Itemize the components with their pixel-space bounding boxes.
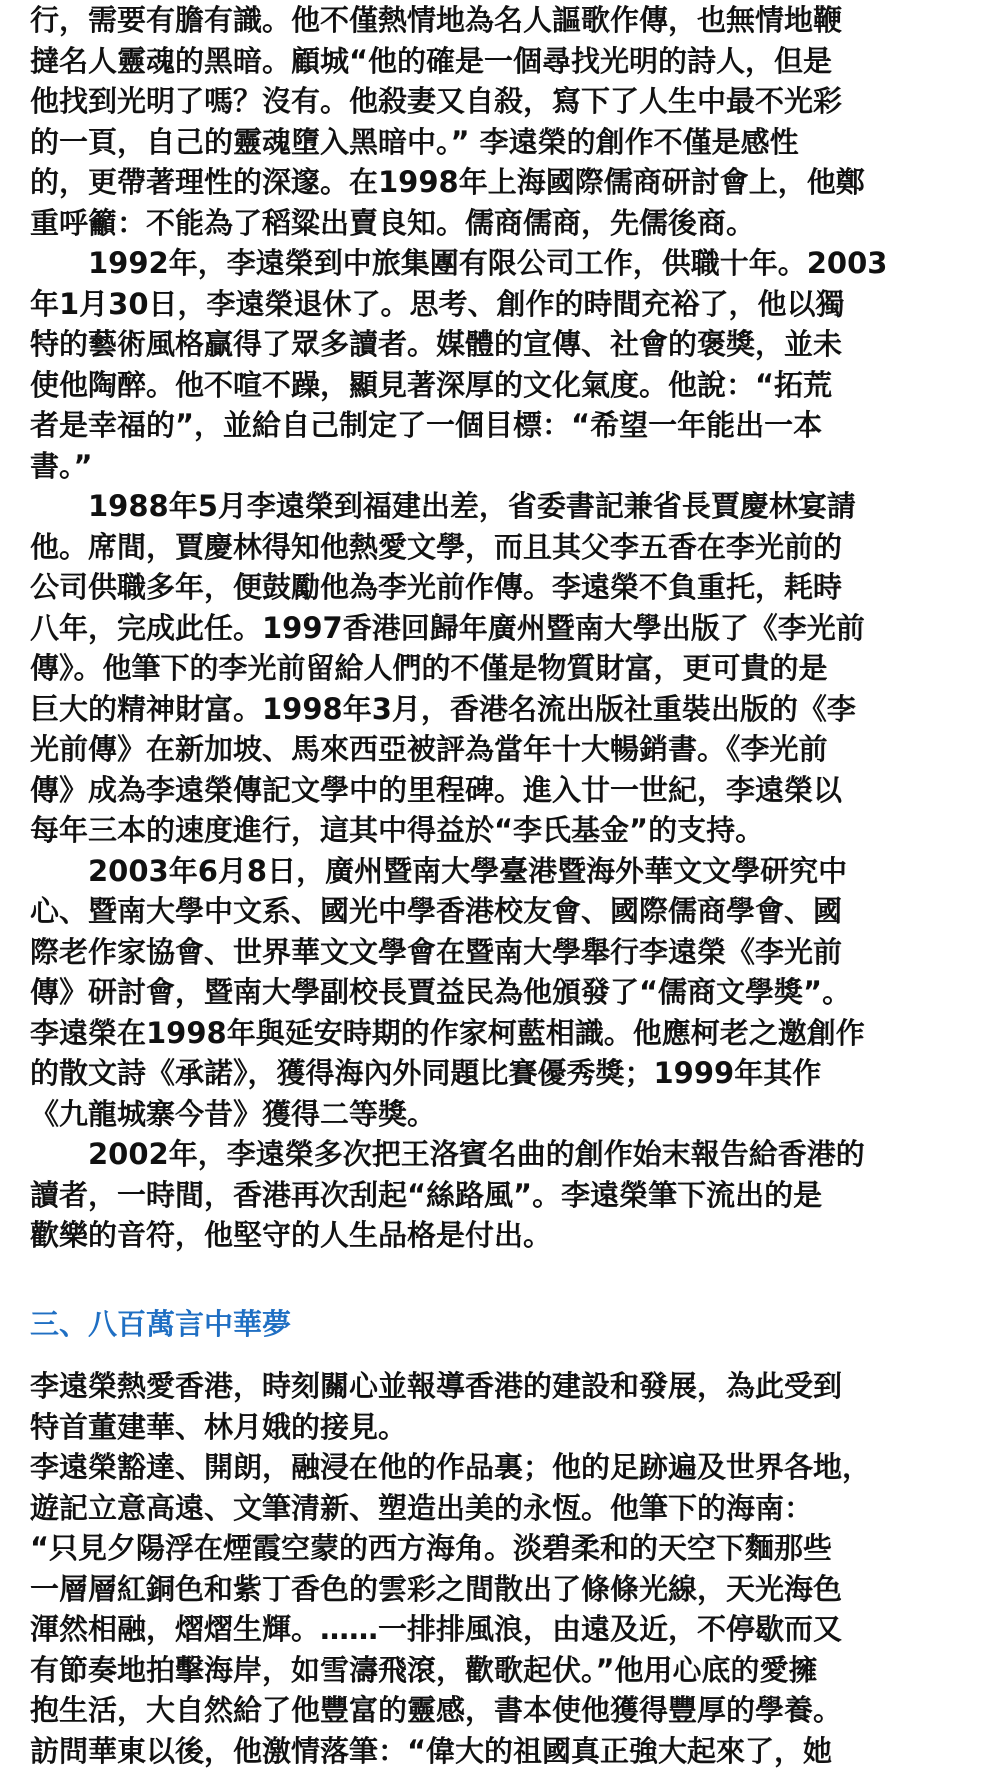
text-line: 傳》研討會，暨南大學副校長賈益民為他頒發了“儒商文學獎”。 bbox=[30, 972, 990, 1013]
text-line: 的，更帶著理性的深邃。在1998年上海國際儒商研討會上，他鄭 bbox=[30, 162, 990, 203]
paragraph-5 bbox=[30, 1134, 990, 1256]
text-line: 遊記立意高遠、文筆清新、塑造出美的永恆。他筆下的海南： bbox=[30, 1488, 990, 1529]
text-line: 《九龍城寨今昔》獲得二等獎。 bbox=[30, 1094, 990, 1135]
section-heading: 三、八百萬言中華夢 bbox=[30, 1304, 990, 1345]
paragraph-7 bbox=[30, 1447, 990, 1771]
text-line: 光前傳》在新加坡、馬來西亞被評為當年十大暢銷書。《李光前 bbox=[30, 729, 990, 770]
paragraph-2 bbox=[30, 243, 990, 486]
text-line: 行，需要有膽有識。他不僅熱情地為名人謳歌作傳，也無情地鞭 bbox=[30, 0, 990, 41]
text-line: 李遠榮在1998年與延安時期的作家柯藍相識。他應柯老之邀創作 bbox=[30, 1013, 990, 1054]
text-line: 訪問華東以後，他激情落筆：“偉大的祖國真正強大起來了，她 bbox=[30, 1731, 990, 1771]
text-line: 的一頁，自己的靈魂墮入黑暗中。” 李遠榮的創作不僅是感性 bbox=[30, 122, 990, 163]
text-line: 1992年，李遠榮到中旅集團有限公司工作，供職十年。2003 bbox=[30, 243, 990, 284]
text-line: 際老作家協會、世界華文文學會在暨南大學舉行李遠榮《李光前 bbox=[30, 932, 990, 973]
text-line: 的散文詩《承諾》，獲得海內外同題比賽優秀獎；1999年其作 bbox=[30, 1053, 990, 1094]
text-line: 使他陶醉。他不喧不躁，顯見著深厚的文化氣度。他說：“拓荒 bbox=[30, 365, 990, 406]
text-line: 歡樂的音符，他堅守的人生品格是付出。 bbox=[30, 1215, 990, 1256]
text-line: 2002年，李遠榮多次把王洛賓名曲的創作始末報告給香港的 bbox=[30, 1134, 990, 1175]
text-line: 他。席間，賈慶林得知他熱愛文學，而且其父李五香在李光前的 bbox=[30, 527, 990, 568]
text-line: 公司供職多年，便鼓勵他為李光前作傳。李遠榮不負重托，耗時 bbox=[30, 567, 990, 608]
text-line: 1988年5月李遠榮到福建出差，省委書記兼省長賈慶林宴請 bbox=[30, 486, 990, 527]
text-line: 者是幸福的”，並給自己制定了一個目標：“希望一年能出一本 bbox=[30, 405, 990, 446]
text-line: 撻名人靈魂的黑暗。顧城“他的確是一個尋找光明的詩人，但是 bbox=[30, 41, 990, 82]
text-line: 重呼籲：不能為了稻粱出賣良知。儒商儒商，先儒後商。 bbox=[30, 203, 990, 244]
text-line: 書。” bbox=[30, 446, 990, 487]
text-line: 有節奏地拍擊海岸，如雪濤飛滾，歡歌起伏。”他用心底的愛擁 bbox=[30, 1650, 990, 1691]
text-line: 抱生活，大自然給了他豐富的靈感，書本使他獲得豐厚的學養。 bbox=[30, 1690, 990, 1731]
text-line: 年1月30日，李遠榮退休了。思考、創作的時間充裕了，他以獨 bbox=[30, 284, 990, 325]
paragraph-1 bbox=[30, 0, 990, 243]
text-line: 李遠榮熱愛香港，時刻關心並報導香港的建設和發展，為此受到 bbox=[30, 1366, 990, 1407]
text-line: 讀者，一時間，香港再次刮起“絲路風”。李遠榮筆下流出的是 bbox=[30, 1175, 990, 1216]
paragraph-4 bbox=[30, 851, 990, 1135]
paragraph-6 bbox=[30, 1366, 990, 1447]
text-line: 2003年6月8日，廣州暨南大學臺港暨海外華文文學研究中 bbox=[30, 851, 990, 892]
text-line: 他找到光明了嗎？沒有。他殺妻又自殺，寫下了人生中最不光彩 bbox=[30, 81, 990, 122]
text-line: 特的藝術風格贏得了眾多讀者。媒體的宣傳、社會的褒獎，並未 bbox=[30, 324, 990, 365]
text-line: “只見夕陽浮在煙霞空蒙的西方海角。淡碧柔和的天空下麵那些 bbox=[30, 1528, 990, 1569]
text-line: 傳》成為李遠榮傳記文學中的里程碑。進入廿一世紀，李遠榮以 bbox=[30, 770, 990, 811]
text-line: 八年，完成此任。1997香港回歸年廣州暨南大學出版了《李光前 bbox=[30, 608, 990, 649]
text-line: 每年三本的速度進行，這其中得益於“李氏基金”的支持。 bbox=[30, 810, 990, 851]
text-line: 特首董建華、林月娥的接見。 bbox=[30, 1407, 990, 1448]
document-page bbox=[30, 0, 990, 1771]
paragraph-3 bbox=[30, 486, 990, 851]
spacer bbox=[30, 1256, 990, 1296]
text-line: 傳》。他筆下的李光前留給人們的不僅是物質財富，更可貴的是 bbox=[30, 648, 990, 689]
text-line: 巨大的精神財富。1998年3月，香港名流出版社重裝出版的《李 bbox=[30, 689, 990, 730]
text-line: 一層層紅銅色和紫丁香色的雲彩之間散出了條條光線，天光海色 bbox=[30, 1569, 990, 1610]
text-line: 渾然相融，熠熠生輝。……一排排風浪，由遠及近，不停歇而又 bbox=[30, 1609, 990, 1650]
text-line: 李遠榮豁達、開朗，融浸在他的作品裏；他的足跡遍及世界各地， bbox=[30, 1447, 990, 1488]
text-line: 心、暨南大學中文系、國光中學香港校友會、國際儒商學會、國 bbox=[30, 891, 990, 932]
